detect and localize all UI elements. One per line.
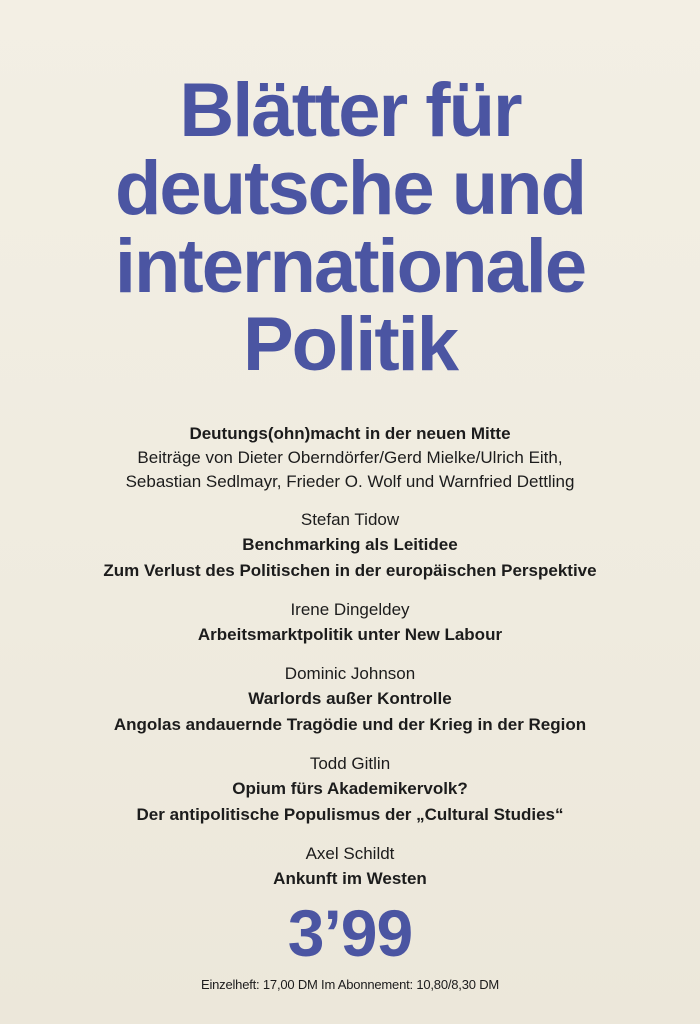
article-item	[0, 598, 700, 648]
lead-contributors: Sebastian Sedlmayr, Frieder O. Wolf und Warnfried Dettling	[125, 472, 575, 491]
article-title: Warlords außer Kontrolle	[248, 689, 452, 708]
lead-contributors: Beiträge von Dieter Oberndörfer/Gerd Mielke/Ulrich Eith,	[137, 448, 563, 467]
article-item	[0, 752, 700, 828]
article-item	[0, 662, 700, 738]
article-subtitle: Zum Verlust des Politischen in der europäischen Perspektive	[103, 561, 597, 580]
article-author: Axel Schildt	[305, 844, 395, 863]
masthead-line: deutsche und	[114, 146, 586, 231]
article-author: Irene Dingeldey	[290, 600, 410, 619]
lead-article	[0, 422, 700, 494]
article-title: Ankunft im Westen	[273, 869, 427, 888]
article-title: Opium fürs Akademikervolk?	[232, 779, 468, 798]
article-title: Benchmarking als Leitidee	[242, 535, 458, 554]
article-subtitle: Angolas andauernde Tragödie und der Krieg in der Region	[113, 715, 587, 734]
issue-number: 3’99	[287, 896, 413, 970]
table-of-contents	[0, 422, 700, 892]
lead-title: Deutungs(ohn)macht in der neuen Mitte	[189, 424, 511, 443]
price-line: Einzelheft: 17,00 DM Im Abonnement: 10,80/8,30 DM	[200, 977, 500, 992]
article-item	[0, 842, 700, 892]
article-author: Todd Gitlin	[309, 754, 391, 773]
article-title: Arbeitsmarktpolitik unter New Labour	[197, 625, 503, 644]
masthead-line: Politik	[242, 302, 458, 387]
article-subtitle: Der antipolitische Populismus der „Cultural Studies“	[136, 805, 564, 824]
masthead	[0, 68, 700, 387]
masthead-line: Blätter für	[179, 68, 521, 153]
article-author: Dominic Johnson	[284, 664, 416, 683]
article-item	[0, 508, 700, 584]
masthead-line: internationale	[114, 224, 586, 309]
article-author: Stefan Tidow	[300, 510, 400, 529]
